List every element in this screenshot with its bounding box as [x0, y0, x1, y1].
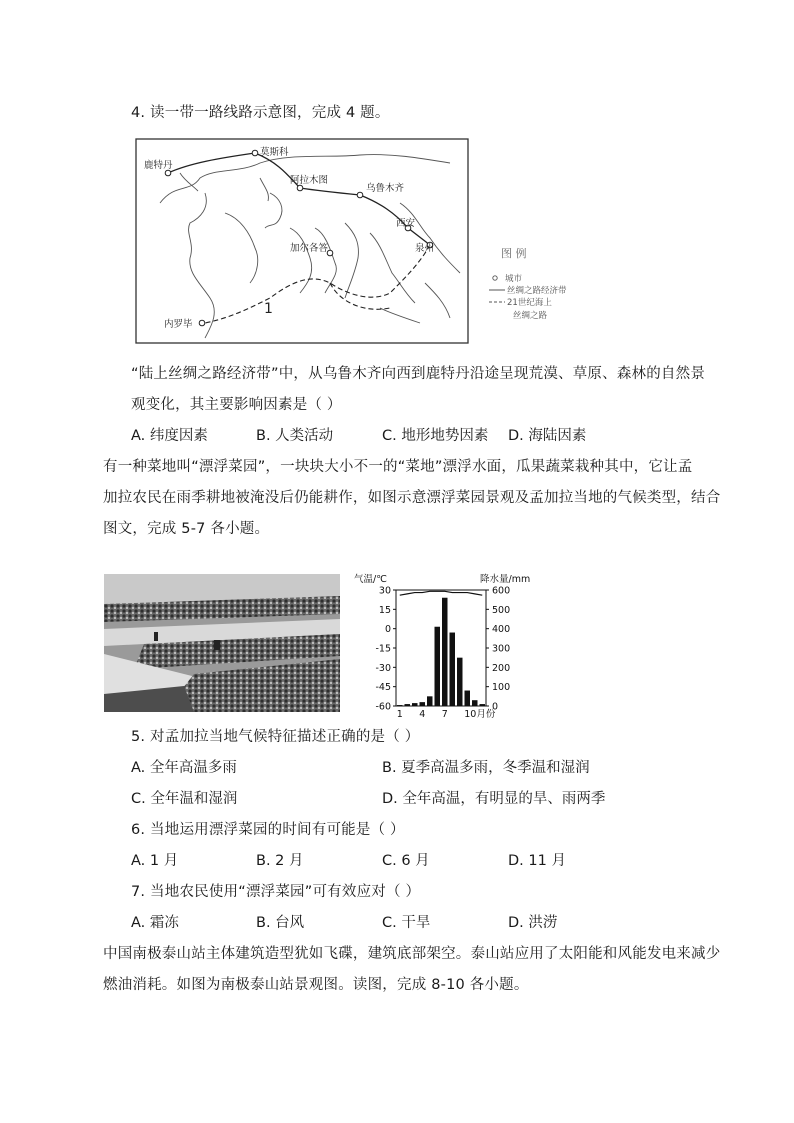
- legend-belt: 丝绸之路经济带: [507, 286, 567, 296]
- precip-bar: [457, 658, 463, 706]
- q6-option-d: D. 11 月: [508, 853, 566, 869]
- temp-tick-label: -60: [375, 701, 391, 713]
- map-legend: [483, 245, 583, 325]
- precip-tick-label: 600: [492, 585, 511, 597]
- precip-tick-label: 400: [492, 624, 511, 636]
- temp-tick-label: -30: [375, 662, 391, 674]
- city-label: 内罗毕: [164, 319, 193, 330]
- q4-question-line1: “陆上丝绸之路经济带”中，从乌鲁木齐向西到鹿特丹沿途呈现荒漠、草原、森林的自然景: [131, 366, 706, 382]
- temperature-line: [400, 591, 483, 595]
- intro-line1: 有一种菜地叫“漂浮菜园”，一块块大小不一的“菜地”漂浮水面，瓜果蔬菜栽种其中，它让孟: [103, 459, 693, 475]
- floating-garden-photo: [104, 574, 340, 712]
- q4-option-c: C. 地形地势因素: [382, 428, 489, 444]
- precip-bar: [450, 633, 456, 706]
- precip-bar: [412, 703, 418, 706]
- q4-option-a: A. 纬度因素: [131, 428, 208, 444]
- legend-sea-2: 丝绸之路: [513, 311, 548, 321]
- q6-stem: 6. 当地运用漂浮菜园的时间有可能是（ ）: [131, 822, 405, 838]
- precip-tick-label: 200: [492, 662, 511, 674]
- city-label: 加尔各答: [290, 243, 329, 254]
- q7-option-b: B. 台风: [256, 915, 305, 931]
- q5-option-c: C. 全年温和湿润: [131, 791, 238, 807]
- precip-bar: [420, 702, 426, 706]
- legend-sea-1: 21世纪海上: [507, 298, 552, 308]
- q4-option-d: D. 海陆因素: [508, 428, 587, 444]
- legend-city: 城市: [505, 274, 523, 284]
- city-symbol-icon: [493, 276, 497, 280]
- precip-bar: [472, 700, 478, 706]
- q5-option-d: D. 全年高温，有明显的旱、雨两季: [382, 791, 606, 807]
- q5-option-a: A. 全年高温多雨: [131, 760, 237, 776]
- city-label: 乌鲁木齐: [366, 183, 405, 194]
- city-label: 阿拉木图: [290, 175, 329, 186]
- city-label: 泉州: [415, 243, 435, 254]
- q7-stem: 7. 当地农民使用“漂浮菜园”可有效应对（ ）: [131, 884, 421, 900]
- temp-tick-label: 0: [384, 624, 391, 636]
- outro-line1: 中国南极泰山站主体建筑造型犹如飞碟，建筑底部架空。泰山站应用了太阳能和风能发电来减少: [103, 946, 721, 962]
- precip-bar: [465, 691, 471, 706]
- q7-option-a: A. 霜冻: [131, 915, 179, 931]
- outro-line2: 燃油消耗。如图为南极泰山站景观图。读图，完成 8-10 各小题。: [103, 977, 529, 993]
- temp-tick-label: 30: [378, 585, 391, 597]
- month-tick-label: 7: [441, 709, 448, 720]
- precip-tick-label: 0: [492, 701, 499, 713]
- q7-option-c: C. 干旱: [382, 915, 431, 931]
- left-axis-label: 气温/℃: [354, 574, 387, 585]
- precip-bar: [405, 704, 411, 706]
- intro-line3: 图文，完成 5-7 各小题。: [103, 521, 270, 537]
- precip-bar: [435, 627, 441, 706]
- precip-bar: [397, 705, 403, 706]
- temp-tick-label: -15: [375, 643, 391, 655]
- temp-tick-label: 15: [378, 604, 391, 616]
- precip-tick-label: 500: [492, 604, 511, 616]
- precip-bar: [480, 704, 486, 706]
- right-axis-label: 降水量/mm: [480, 574, 531, 585]
- q4-stem: 4. 读一带一路线路示意图，完成 4 题。: [131, 105, 390, 121]
- plot-frame: [396, 590, 486, 706]
- q5-option-b: B. 夏季高温多雨，冬季温和湿润: [382, 760, 590, 776]
- city-label: 西安: [396, 218, 416, 229]
- precip-tick-label: 100: [492, 682, 511, 694]
- city-label: 莫斯科: [260, 147, 289, 158]
- temp-tick-label: -45: [375, 682, 391, 694]
- q6-option-a: A. 1 月: [131, 853, 179, 869]
- intro-line2: 加拉农民在雨季耕地被淹没后仍能耕作，如图示意漂浮菜园景观及孟加拉当地的气候类型，结合: [103, 490, 721, 506]
- q7-option-d: D. 洪涝: [508, 915, 558, 931]
- route-number: 1: [264, 301, 273, 317]
- q6-option-c: C. 6 月: [382, 853, 430, 869]
- precip-bar: [442, 598, 448, 706]
- month-tick-label: 4: [419, 709, 426, 720]
- q6-option-b: B. 2 月: [256, 853, 304, 869]
- q4-question-line2: 观变化，其主要影响因素是（ ）: [131, 397, 342, 413]
- q5-stem: 5. 对孟加拉当地气候特征描述正确的是（ ）: [131, 729, 420, 745]
- month-tick-label: 1: [396, 709, 403, 720]
- legend-title: 图 例: [501, 247, 527, 260]
- belt-road-map: [130, 133, 475, 348]
- precip-bar: [427, 696, 433, 706]
- q4-option-b: B. 人类活动: [256, 428, 334, 444]
- precip-tick-label: 300: [492, 643, 511, 655]
- city-label: 鹿特丹: [144, 160, 173, 171]
- month-tick-label: 10月份: [464, 709, 496, 720]
- climate-chart: [352, 570, 532, 720]
